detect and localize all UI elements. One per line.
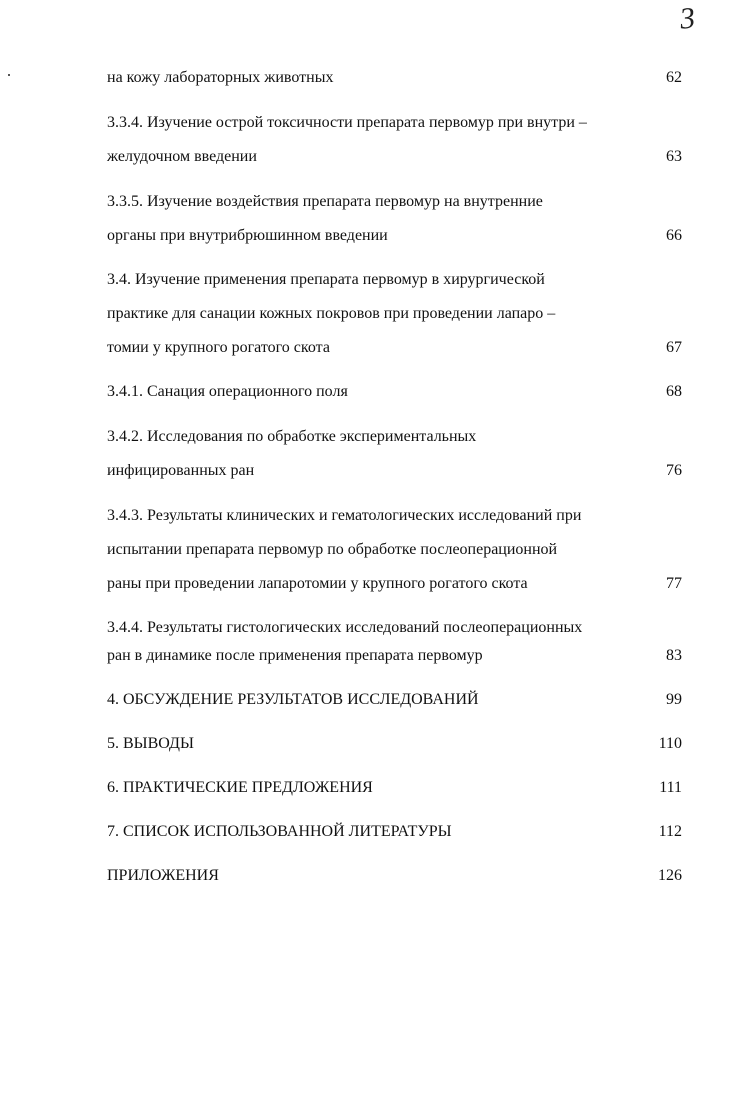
toc-entry-page: 62 [666,69,682,86]
toc-entry-text: 3.4.1. Санация операционного поля [107,383,348,400]
toc-entry-page: 67 [666,339,682,356]
toc-entry-page: 76 [666,462,682,479]
toc-entry-page: 99 [666,691,682,708]
toc-entry-page: 77 [666,575,682,592]
toc-entry-text: 3.4.4. Результаты гистологических исследований послеоперационных [107,619,583,636]
toc-entry-text: 3.4.2. Исследования по обработке экспериментальных [107,428,477,445]
toc-entry-page: 126 [658,867,682,884]
toc-entry-text: 3.3.5. Изучение воздействия препарата первомур на внутренние [107,193,543,210]
toc-entry-text: ПРИЛОЖЕНИЯ [107,867,219,884]
toc-entry-text: практике для санации кожных покровов при проведении лапаро – [107,305,556,322]
toc-entry-page: 83 [666,647,682,664]
toc-entry-text: 7. СПИСОК ИСПОЛЬЗОВАННОЙ ЛИТЕРАТУРЫ [107,823,452,840]
toc-entry-page: 63 [666,148,682,165]
toc-entry-text: 3.4. Изучение применения препарата первомур в хирургической [107,271,545,288]
toc-entry-text: 3.4.3. Результаты клинических и гематологических исследований при [107,507,582,524]
toc-entry-page: 112 [658,823,682,840]
toc-entry-text: желудочном введении [107,148,257,165]
toc-entry-text: испытании препарата первомур по обработке послеоперационной [107,541,558,558]
toc-entry-text: раны при проведении лапаротомии у крупного рогатого скота [107,575,528,592]
toc-entry-text: 6. ПРАКТИЧЕСКИЕ ПРЕДЛОЖЕНИЯ [107,779,373,796]
toc-entry-text: 5. ВЫВОДЫ [107,735,194,752]
toc-entry-text: 3.3.4. Изучение острой токсичности препарата первомур при внутри – [107,114,587,131]
scan-speck [8,74,10,76]
toc-entry-text: органы при внутрибрюшинном введении [107,227,388,244]
page-number: 3 [678,1,697,36]
toc-entry-page: 111 [659,779,682,796]
toc-entry-text: инфицированных ран [107,462,255,479]
toc-entry-text: на кожу лабораторных животных [107,69,334,86]
toc-entry-page: 68 [666,383,682,400]
toc-entry-page: 110 [658,735,682,752]
toc-entry-page: 66 [666,227,682,244]
toc-entry-text: томии у крупного рогатого скота [107,339,330,356]
toc-entry-text: ран в динамике после применения препарата первомур [107,647,483,664]
toc-entry-text: 4. ОБСУЖДЕНИЕ РЕЗУЛЬТАТОВ ИССЛЕДОВАНИЙ [107,691,479,708]
